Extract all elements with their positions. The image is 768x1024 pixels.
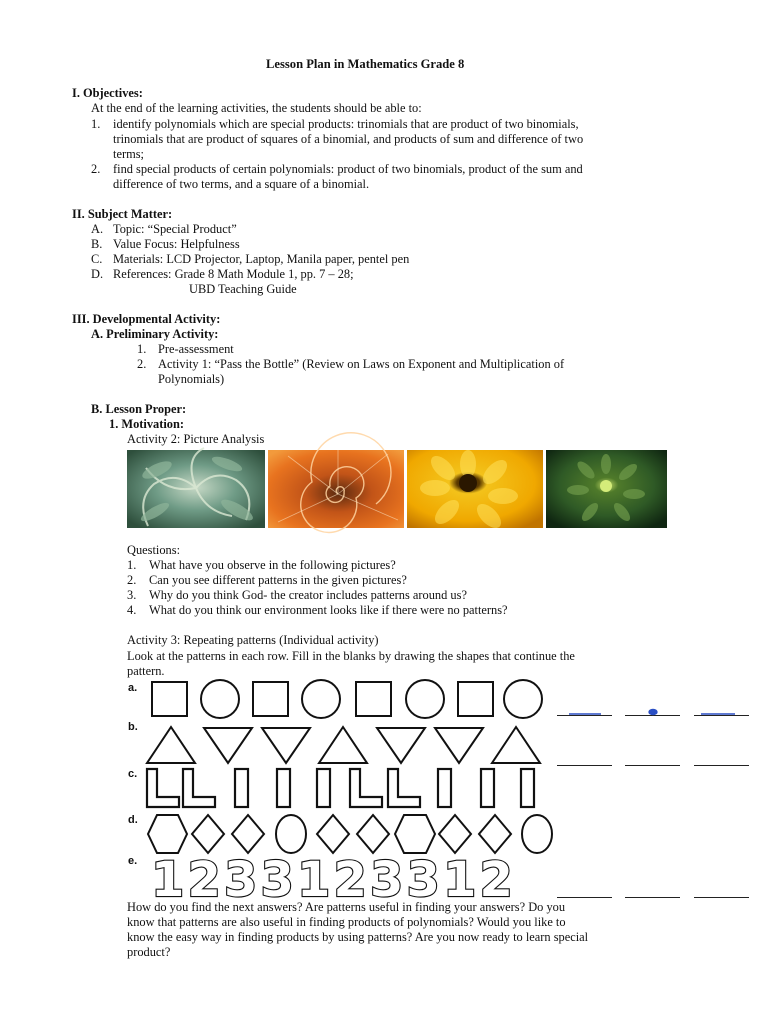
circle-shape — [504, 680, 542, 718]
objectives-heading: I. Objectives: — [72, 86, 143, 100]
digit-2-shape: 2 — [187, 852, 221, 908]
answer-blank[interactable] — [557, 765, 612, 766]
preliminary-heading: A. Preliminary Activity: — [91, 327, 219, 341]
closing-paragraph-line: product? — [127, 945, 171, 959]
answer-blank[interactable] — [557, 897, 612, 898]
letter-l-shape — [350, 769, 382, 807]
digit-2-shape: 2 — [479, 852, 513, 908]
digit-2-shape: 2 — [333, 852, 367, 908]
preliminary-number: 1. — [137, 342, 147, 356]
subject-item-topic: Topic: “Special Product” — [113, 222, 237, 236]
circle-shape — [302, 680, 340, 718]
triangle-down-shape — [435, 728, 483, 763]
row-letter: e. — [128, 855, 138, 867]
row-letter: c. — [128, 768, 138, 780]
square-shape — [458, 682, 493, 716]
diamond-shape — [192, 815, 224, 853]
hexagon-shape — [148, 815, 187, 853]
question-text: What do you think our environment looks like if there were no patterns? — [149, 603, 508, 617]
digit-1-shape: 1 — [151, 852, 185, 908]
triangle-up-shape — [147, 727, 195, 763]
question-text: Can you see different patterns in the given pictures? — [149, 573, 407, 587]
answer-blank[interactable] — [625, 897, 680, 898]
subject-item-letter: B. — [91, 237, 103, 251]
objective-number: 1. — [91, 117, 101, 131]
objective-line: find special products of certain polynomials: product of two binomials, product of the sum and — [113, 162, 583, 176]
letter-i-shape — [235, 769, 248, 807]
pattern-row-b — [145, 725, 545, 765]
row-letter: b. — [128, 721, 138, 733]
diamond-shape — [357, 815, 389, 853]
letter-l-shape — [388, 769, 420, 807]
closing-paragraph-line: know the easy way in finding products by using patterns? Are you now ready to learn special — [127, 930, 589, 944]
diamond-shape — [479, 815, 511, 853]
question-number: 2. — [127, 573, 137, 587]
subject-item-letter: C. — [91, 252, 103, 266]
subject-item-materials: Materials: LCD Projector, Laptop, Manila paper, pentel pen — [113, 252, 410, 266]
question-text: What have you observe in the following pictures? — [149, 558, 396, 572]
lesson-proper-heading: B. Lesson Proper: — [91, 402, 187, 416]
row-letter: a. — [128, 682, 138, 694]
letter-i-shape — [481, 769, 494, 807]
objective-number: 2. — [91, 162, 101, 176]
triangle-down-shape — [377, 728, 425, 763]
subject-item-letter: A. — [91, 222, 104, 236]
square-shape — [253, 682, 288, 716]
letter-i-shape — [438, 769, 451, 807]
objectives-intro: At the end of the learning activities, the students should be able to: — [91, 101, 422, 115]
digit-1-shape: 1 — [297, 852, 331, 908]
oval-shape — [276, 815, 306, 853]
letter-i-shape — [521, 769, 534, 807]
answer-blank[interactable] — [694, 897, 749, 898]
digit-3-shape: 3 — [224, 852, 258, 908]
objective-line: identify polynomials which are special products: trinomials that are product of two binomials, — [113, 117, 579, 131]
subject-matter-heading: II. Subject Matter: — [72, 207, 173, 221]
subject-item-letter: D. — [91, 267, 104, 281]
diamond-shape — [439, 815, 471, 853]
square-shape — [152, 682, 187, 716]
letter-i-shape — [317, 769, 330, 807]
closing-paragraph-line: How do you find the next answers? Are patterns useful in finding your answers? Do you — [127, 900, 566, 914]
digit-3-shape: 3 — [260, 852, 294, 908]
question-number: 3. — [127, 588, 137, 602]
developmental-heading: III. Developmental Activity: — [72, 312, 221, 326]
preliminary-item: Activity 1: “Pass the Bottle” (Review on Laws on Exponent and Multiplication of — [158, 357, 565, 371]
activity3-label: Activity 3: Repeating patterns (Individual activity) — [127, 633, 379, 647]
motivation-heading: 1. Motivation: — [109, 417, 185, 431]
objective-line: terms; — [113, 147, 144, 161]
yellow-flower-photo — [407, 450, 543, 528]
square-shape — [356, 682, 391, 716]
circle-shape — [201, 680, 239, 718]
oval-shape — [522, 815, 552, 853]
triangle-up-shape — [492, 727, 540, 763]
activity3-instructions: pattern. — [127, 664, 165, 678]
preliminary-number: 2. — [137, 357, 147, 371]
answer-blank[interactable] — [625, 765, 680, 766]
pattern-row-c — [145, 768, 545, 808]
objective-line: difference of two terms, and a square of a binomial. — [113, 177, 370, 191]
question-number: 4. — [127, 603, 137, 617]
activity3-instructions: Look at the patterns in each row. Fill in the blanks by drawing the shapes that continue the — [127, 649, 575, 663]
answer-blank[interactable] — [694, 765, 749, 766]
letter-i-shape — [277, 769, 290, 807]
pattern-row-a — [145, 679, 545, 719]
pattern-row-d — [145, 814, 555, 854]
question-text: Why do you think God- the creator includes patterns around us? — [149, 588, 467, 602]
diamond-shape — [232, 815, 264, 853]
row-letter: d. — [128, 814, 138, 826]
diamond-shape — [317, 815, 349, 853]
digit-3-shape: 3 — [406, 852, 440, 908]
triangle-down-shape — [262, 728, 310, 763]
letter-l-shape — [183, 769, 215, 807]
objective-line: trinomials that are product of squares of a binomial, and products of sum and difference of two — [113, 132, 584, 146]
question-number: 1. — [127, 558, 137, 572]
triangle-down-shape — [204, 728, 252, 763]
subject-item-value-focus: Value Focus: Helpfulness — [113, 237, 240, 251]
subject-item-references: References: Grade 8 Math Module 1, pp. 7 – 28; — [113, 267, 354, 281]
subject-item-references-cont: UBD Teaching Guide — [189, 282, 297, 296]
aloe-spiral-photo — [127, 450, 265, 528]
page-title: Lesson Plan in Mathematics Grade 8 — [266, 57, 465, 71]
circle-shape — [406, 680, 444, 718]
digit-1-shape: 1 — [443, 852, 477, 908]
blank-answer-marks — [557, 708, 752, 716]
triangle-up-shape — [319, 727, 367, 763]
hexagon-shape — [395, 815, 435, 853]
green-succulent-photo — [546, 450, 667, 528]
closing-paragraph-line: know that patterns are also useful in finding products of polynomials? Would you like to — [127, 915, 566, 929]
preliminary-item: Pre-assessment — [158, 342, 234, 356]
activity2-label: Activity 2: Picture Analysis — [127, 432, 265, 446]
nautilus-shell-photo — [268, 450, 404, 528]
letter-l-shape — [147, 769, 179, 807]
digit-3-shape: 3 — [370, 852, 404, 908]
preliminary-item: Polynomials) — [158, 372, 225, 386]
questions-heading: Questions: — [127, 543, 181, 557]
